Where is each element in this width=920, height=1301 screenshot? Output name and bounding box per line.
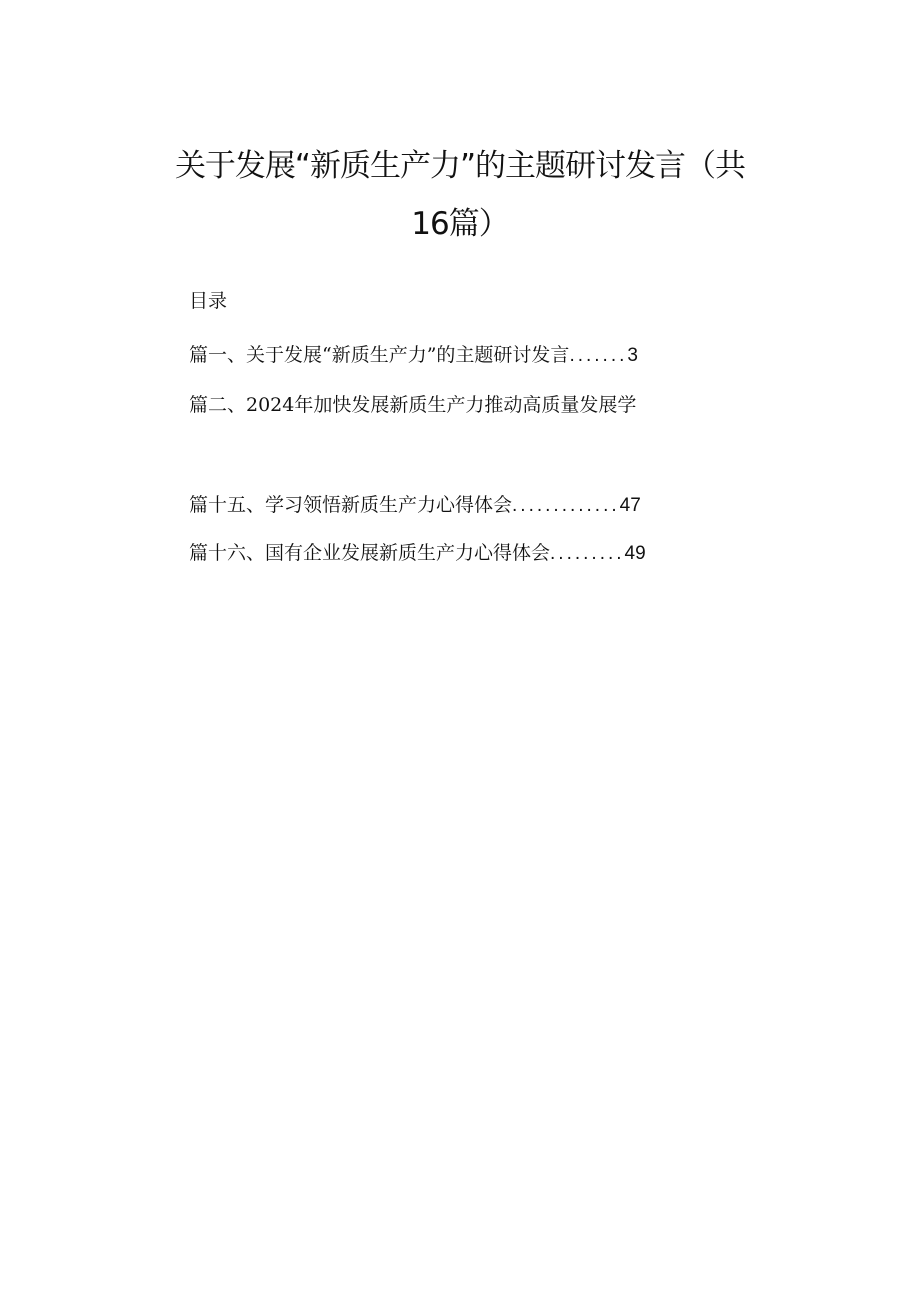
- toc-entry-leader: .......: [569, 345, 628, 366]
- toc-entry-label: 篇十五、学习领悟新质生产力心得体会: [189, 494, 513, 516]
- toc-entry-leader: .........: [550, 543, 625, 564]
- toc-entry-page: 3: [627, 345, 638, 366]
- toc-entry[interactable]: [189, 390, 636, 417]
- toc-entry-page: 49: [624, 543, 646, 564]
- toc-entry-label: 篇十六、国有企业发展新质生产力心得体会: [189, 542, 551, 564]
- table-of-contents: [189, 0, 769, 600]
- toc-entry[interactable]: [189, 490, 767, 517]
- toc-entry-page: 47: [619, 495, 641, 516]
- toc-heading: 目录: [189, 290, 228, 312]
- toc-entry-leader: .............: [512, 495, 620, 516]
- document-title-line-2: 16篇）: [411, 206, 509, 242]
- toc-entry[interactable]: [189, 538, 767, 565]
- document-title-line-1: 关于发展“新质生产力”的主题研讨发言（共: [174, 148, 746, 184]
- toc-entry-label: 篇一、关于发展“新质生产力”的主题研讨发言: [189, 344, 570, 366]
- toc-entry-label: 篇二、2024年加快发展新质生产力推动高质量发展学: [189, 394, 637, 416]
- toc-entry[interactable]: [189, 340, 767, 367]
